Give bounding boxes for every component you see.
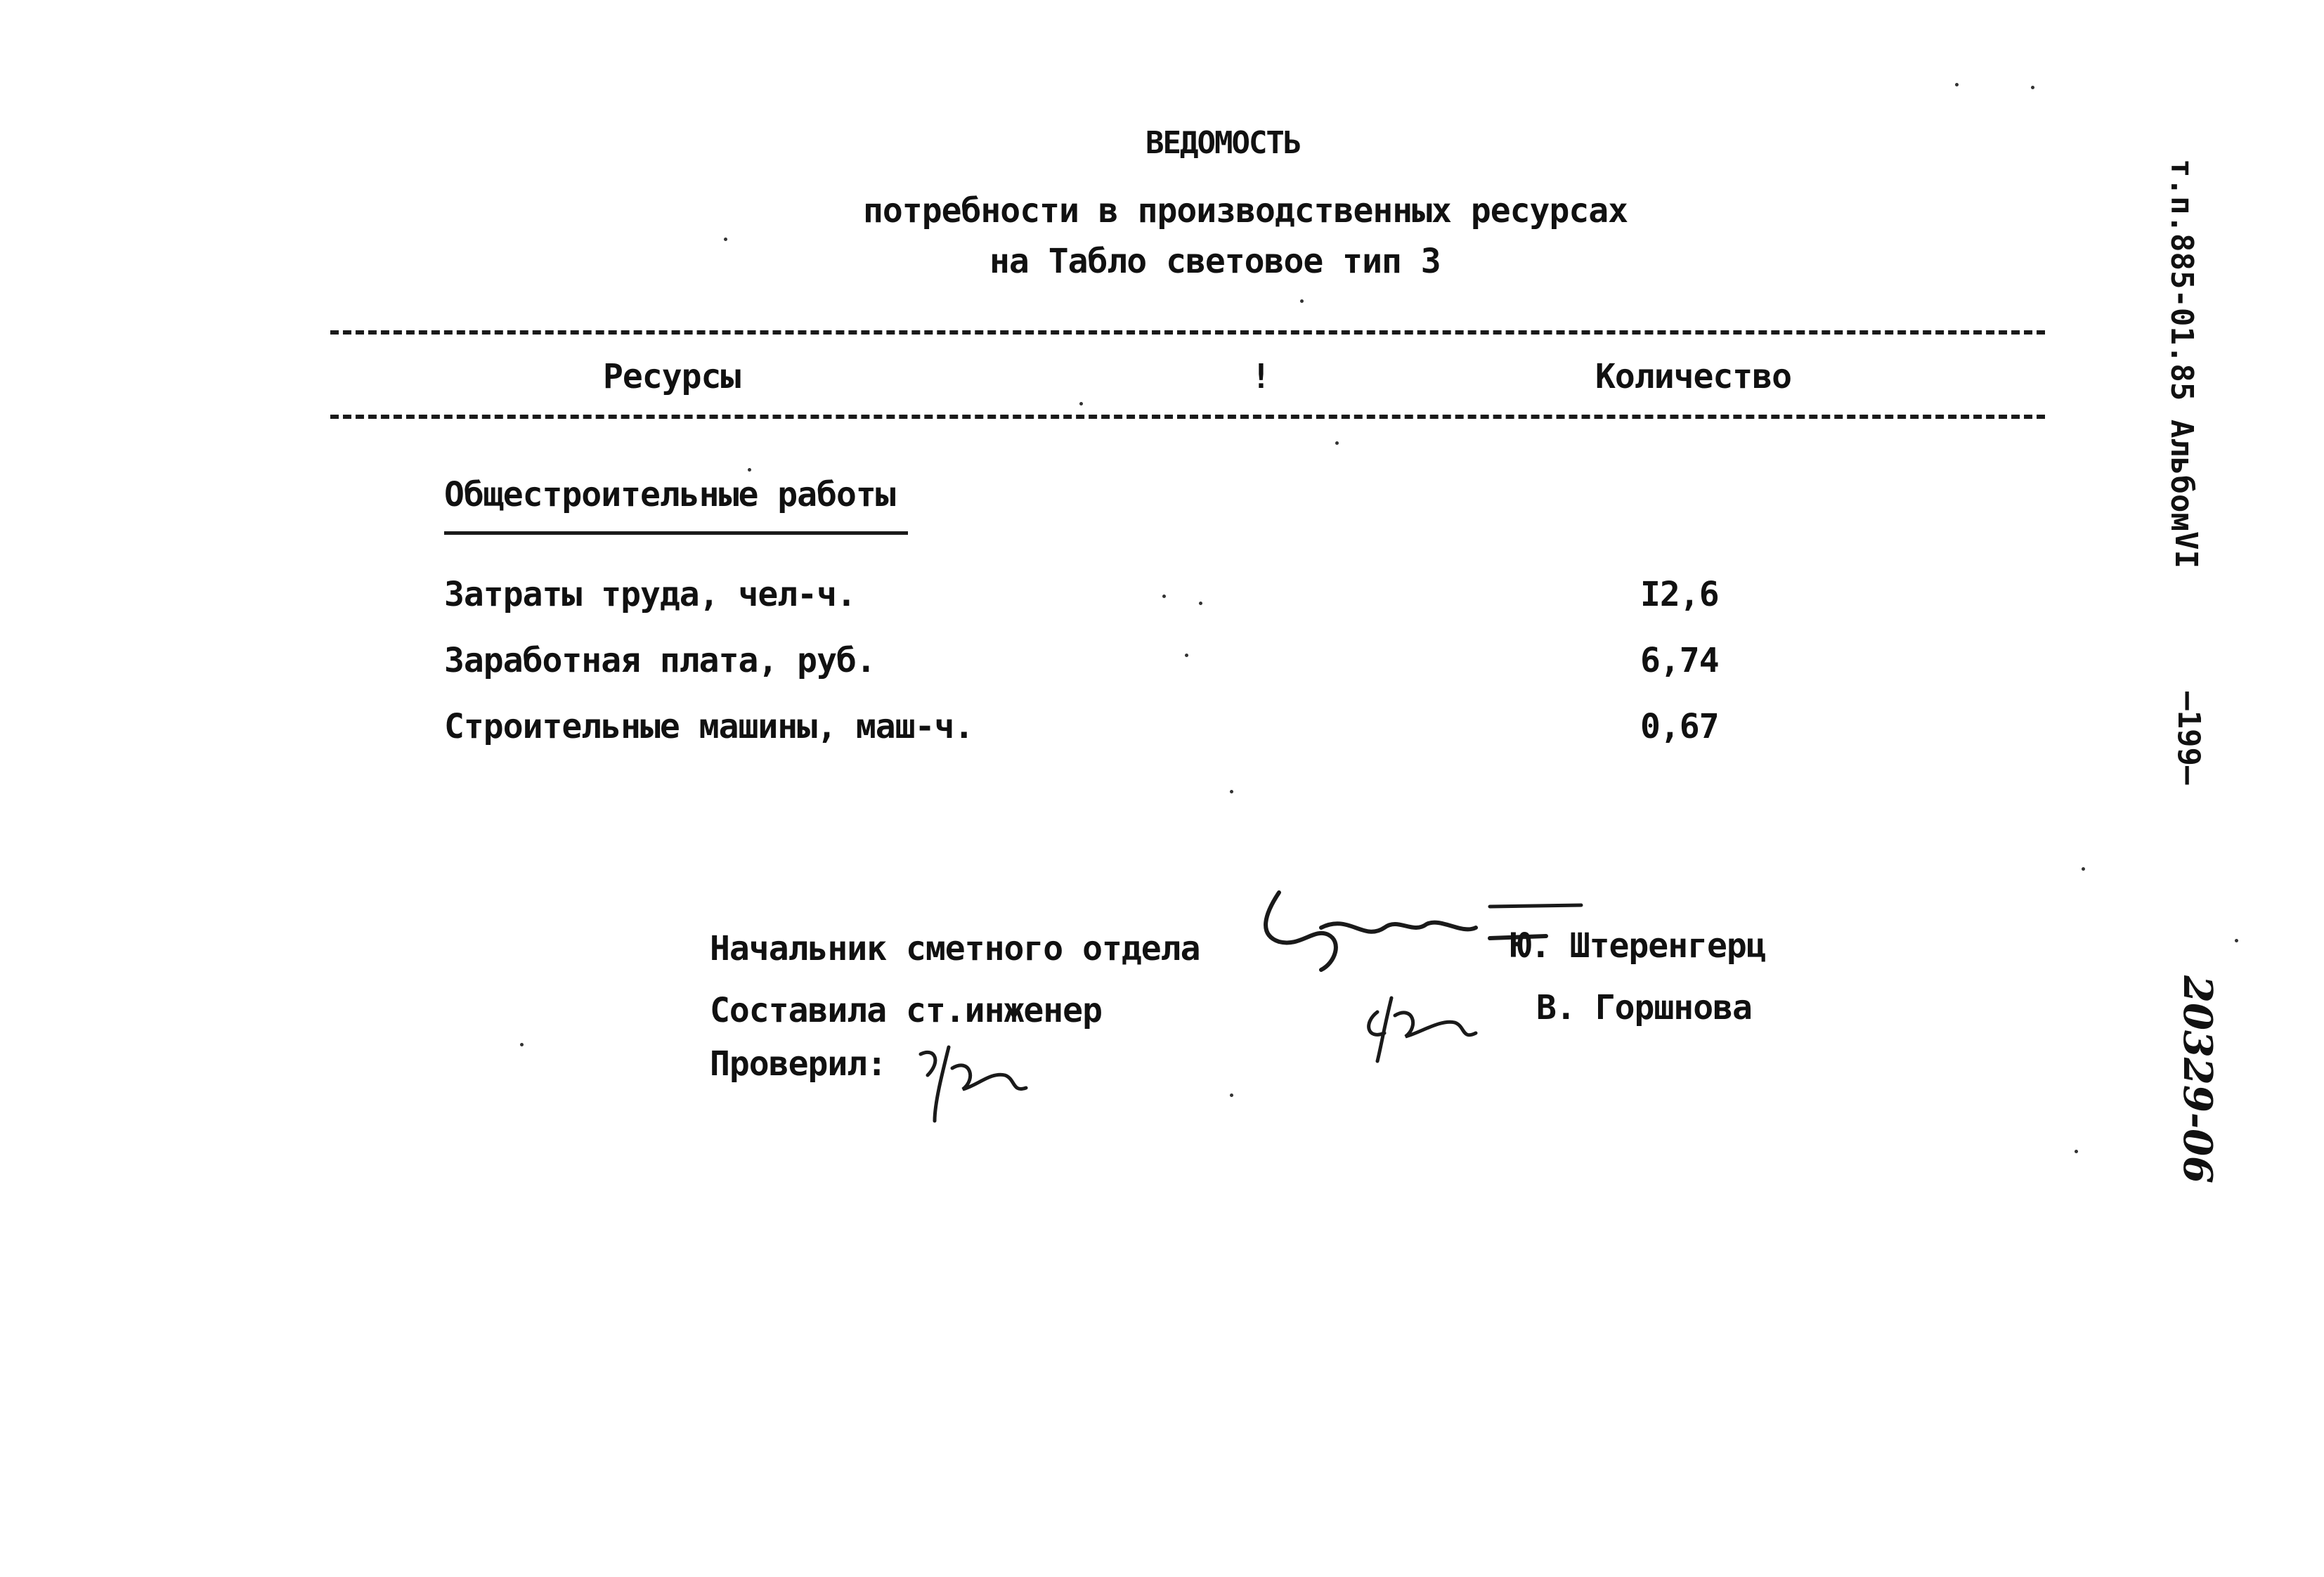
row-value-labor: I2,6 xyxy=(1640,575,1719,614)
signature-head-name: Ю. Штеренгерц xyxy=(1511,926,1766,966)
scan-speck xyxy=(1230,790,1233,793)
row-label-machines: Строительные машины, маш-ч. xyxy=(444,707,974,746)
signature-checked-handwriting xyxy=(907,1033,1040,1124)
scan-speck xyxy=(1079,402,1083,405)
header-quantity: Количество xyxy=(1595,357,1791,396)
signature-compiler-label: Составила ст.инженер xyxy=(710,991,1102,1030)
margin-page-number: —199— xyxy=(2171,692,2207,785)
scan-speck xyxy=(1335,441,1339,445)
header-resources: Ресурсы xyxy=(603,357,741,396)
section-title-underline xyxy=(444,531,908,535)
row-value-machines: 0,67 xyxy=(1640,707,1719,746)
header-separator: ! xyxy=(1251,357,1271,396)
row-label-wages: Заработная плата, руб. xyxy=(444,641,876,680)
scan-speck xyxy=(520,1043,524,1046)
table-top-rule xyxy=(330,330,2045,335)
scan-speck xyxy=(1199,602,1202,605)
scan-speck xyxy=(2031,86,2034,89)
scan-speck xyxy=(2235,939,2238,942)
row-label-labor: Затраты труда, чел-ч. xyxy=(444,575,856,614)
document-subtitle-line2: на Табло световое тип 3 xyxy=(989,242,1441,281)
signature-checked-label: Проверил: xyxy=(710,1044,887,1084)
section-title: Общестроительные работы xyxy=(444,475,895,514)
scan-speck xyxy=(724,238,727,241)
scan-speck xyxy=(1300,299,1304,303)
signature-head-label: Начальник сметного отдела xyxy=(710,929,1200,968)
scan-speck xyxy=(1955,83,1959,86)
document-subtitle-line1: потребности в производственных ресурсах xyxy=(863,191,1628,231)
scan-speck xyxy=(1230,1093,1233,1097)
margin-album-number: VI xyxy=(2168,531,2204,569)
scan-speck xyxy=(2075,1150,2078,1153)
document-title: ВЕДОМОСТЬ xyxy=(1145,125,1301,161)
scan-speck xyxy=(1185,654,1188,657)
margin-series: т.п.885-01.85 Альбом xyxy=(2164,159,2200,531)
signature-compiler-handwriting xyxy=(1356,984,1497,1068)
margin-doc-number: 20329-06 xyxy=(2174,975,2221,1183)
scan-speck xyxy=(748,468,751,472)
row-value-wages: 6,74 xyxy=(1640,641,1719,680)
scan-speck xyxy=(2082,867,2085,871)
table-header-bottom-rule xyxy=(330,415,2045,419)
signature-compiler-name: В. Горшнова xyxy=(1536,988,1752,1027)
scan-speck xyxy=(1162,595,1166,598)
